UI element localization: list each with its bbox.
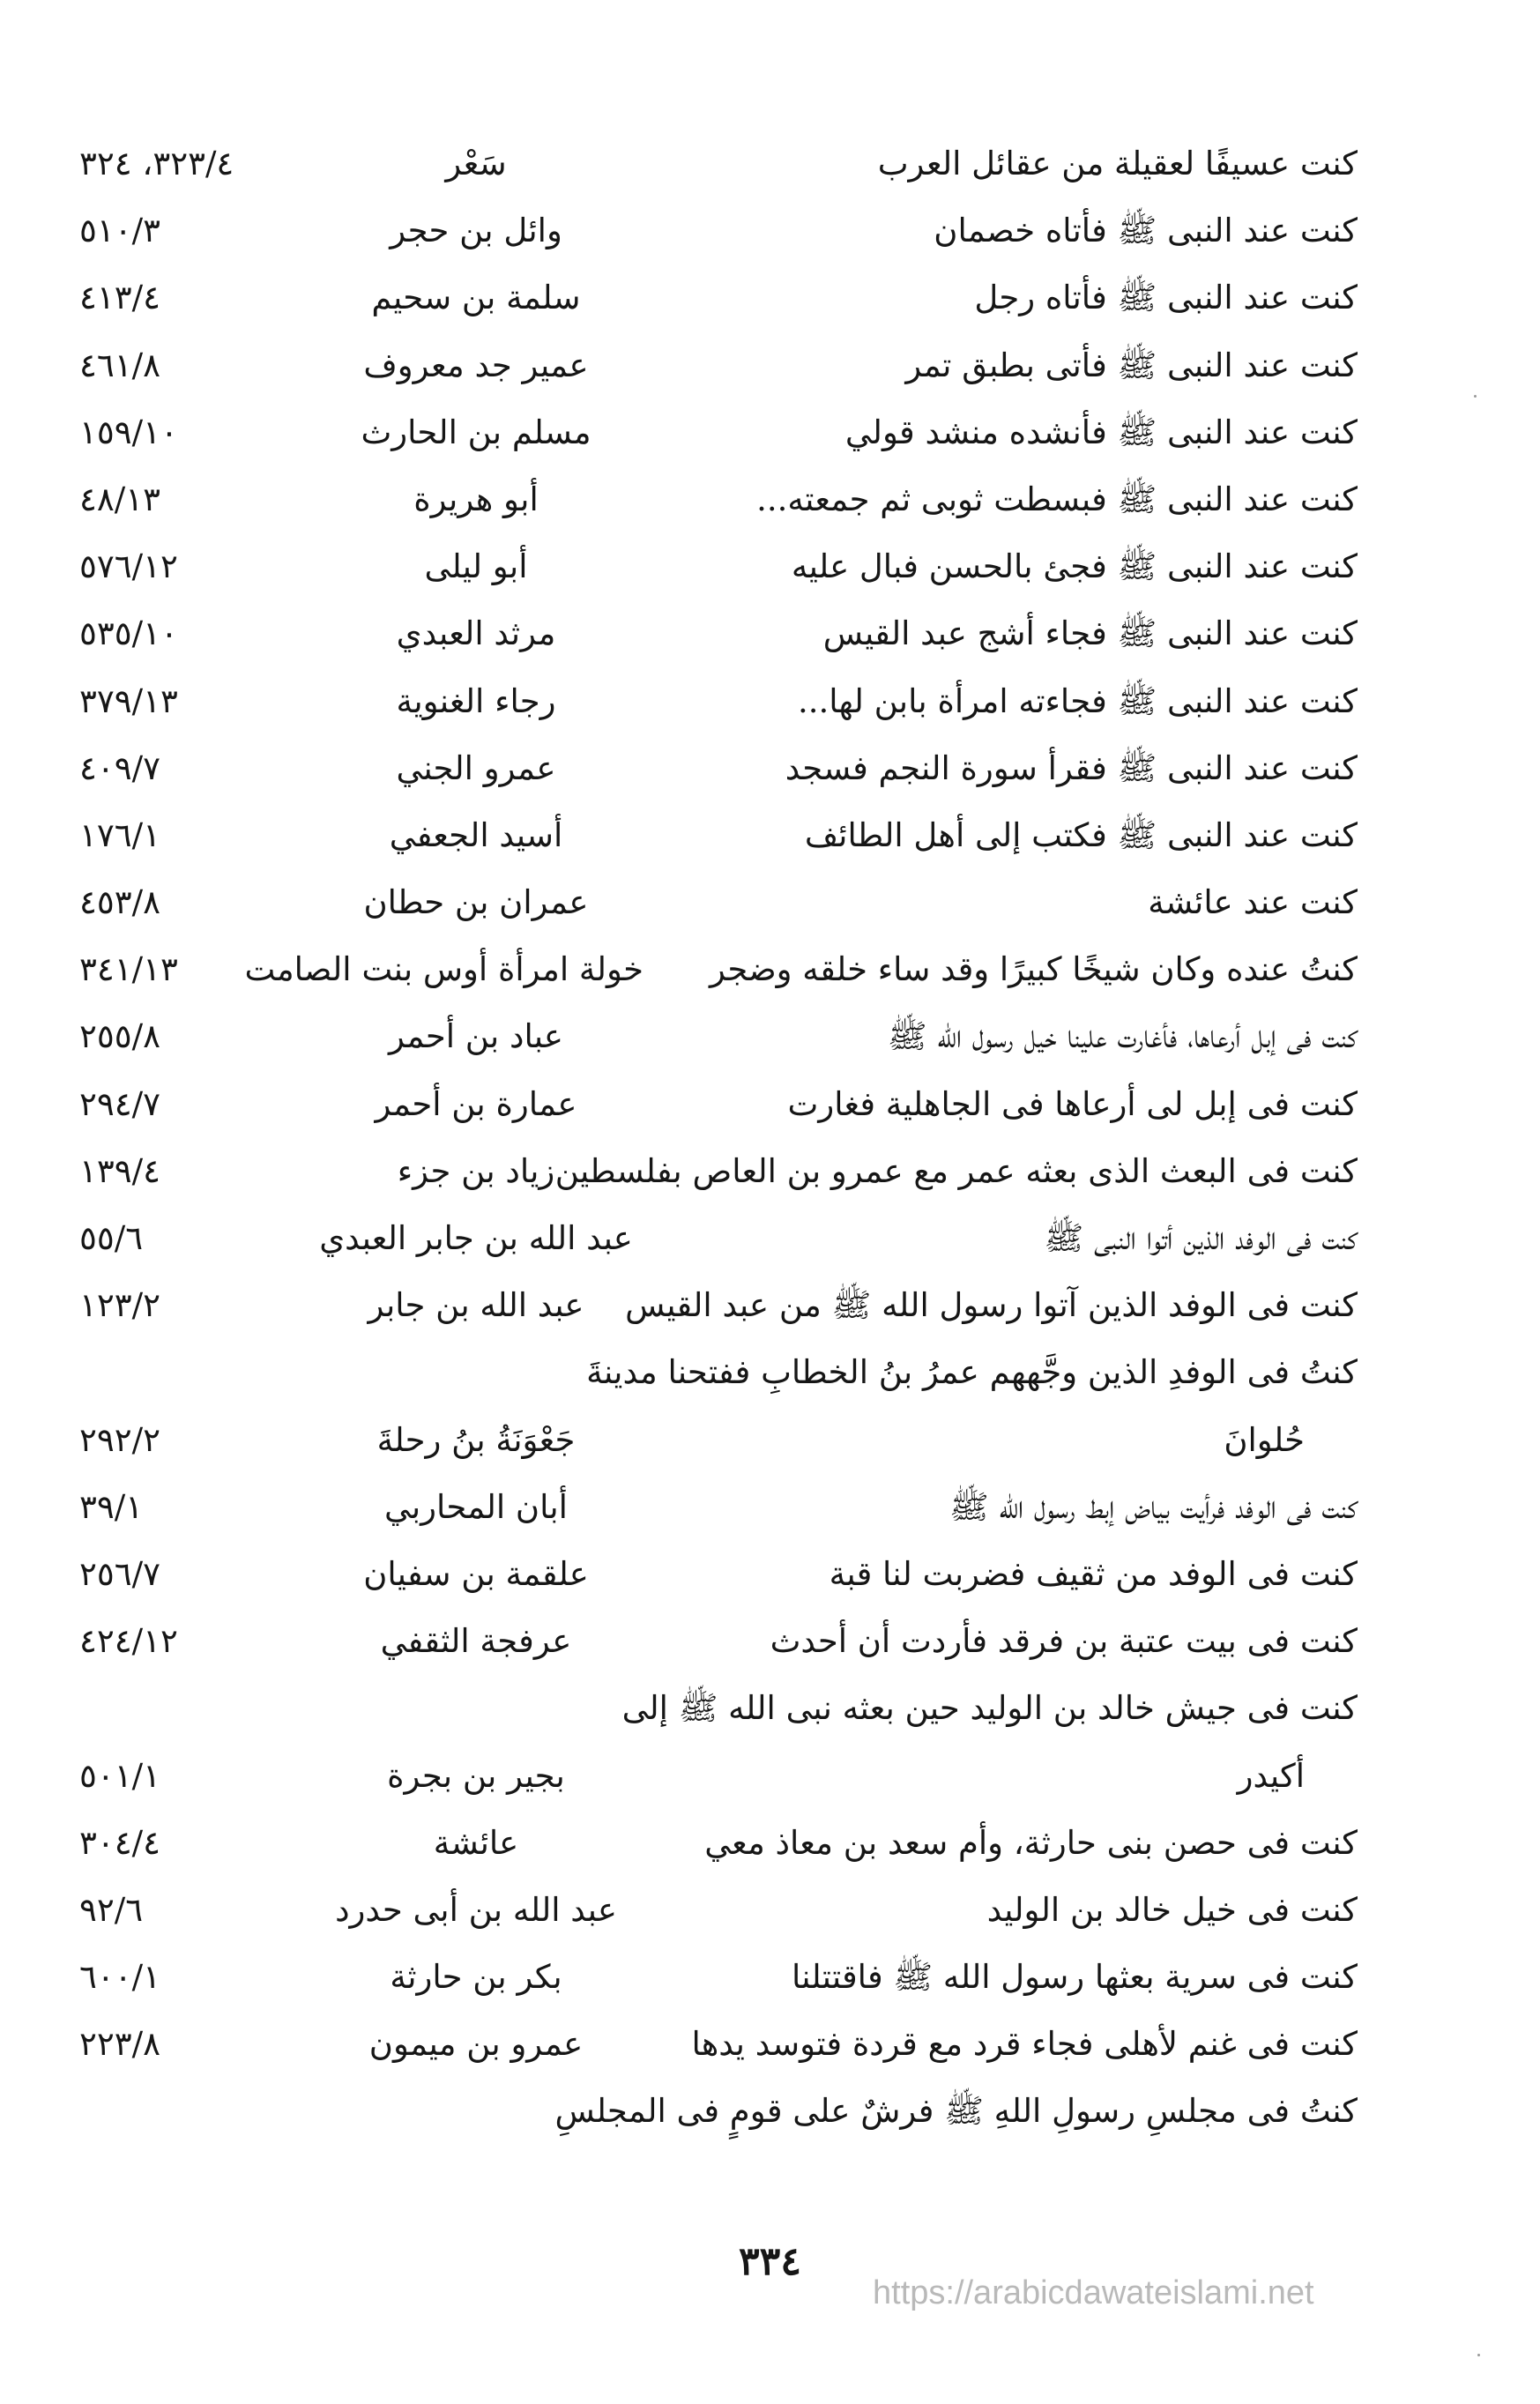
narrator-name: عمرو الجني bbox=[396, 748, 556, 787]
volume-page-reference: ٥٥/٦ bbox=[79, 1219, 144, 1257]
hadith-opening-text: كنت فى حصن بنى حارثة، وأم سعد بن معاذ معي bbox=[704, 1823, 1358, 1862]
page-number: ٣٣٤ bbox=[739, 2239, 801, 2284]
index-row bbox=[53, 1743, 1358, 1810]
hadith-index-table bbox=[53, 130, 1358, 2146]
index-row bbox=[53, 869, 1358, 936]
index-row bbox=[53, 1138, 1358, 1205]
narrator-name: عمارة بن أحمر bbox=[375, 1084, 577, 1123]
hadith-opening-text: كنت فى جيش خالد بن الوليد حين بعثه نبى الله ﷺ إلى bbox=[621, 1689, 1358, 1728]
narrator-name: أسيد الجعفي bbox=[389, 815, 563, 854]
index-row bbox=[53, 1205, 1358, 1272]
hadith-opening-text: كنت عند النبى ﷺ فأتاه خصمان bbox=[934, 212, 1358, 250]
volume-page-reference: ٣٤١/١٣ bbox=[79, 950, 178, 989]
hadith-opening-text: كنت فى إبل لى أرعاها فى الجاهلية فغارت bbox=[787, 1084, 1358, 1123]
hadith-opening-text: أكيدر bbox=[1237, 1756, 1305, 1795]
index-row bbox=[53, 1541, 1358, 1608]
index-row bbox=[53, 399, 1358, 466]
narrator-name: عبد الله بن جابر العبدي bbox=[319, 1219, 633, 1257]
narrator-name: جَعْوَنَةُ بنُ رحلةَ bbox=[376, 1420, 576, 1459]
hadith-opening-text: كنت فى إبل أرعاها، فأغارت علينا خيل رسول الله ﷺ bbox=[887, 1017, 1358, 1056]
volume-page-reference: ٣٧٩/١٣ bbox=[79, 681, 178, 720]
paper-speck bbox=[1477, 2354, 1480, 2356]
index-row bbox=[53, 1675, 1358, 1742]
volume-page-reference: ٤٦١/٨ bbox=[79, 346, 160, 384]
index-row bbox=[53, 1071, 1358, 1138]
index-row bbox=[53, 1608, 1358, 1675]
hadith-opening-text: كنتُ عنده وكان شيخًا كبيرًا وقد ساء خلقه وضجر bbox=[709, 950, 1358, 989]
narrator-name: وائل بن حجر bbox=[390, 212, 562, 250]
narrator-name: عمرو بن ميمون bbox=[368, 2025, 584, 2064]
index-row bbox=[53, 332, 1358, 399]
index-row bbox=[53, 936, 1358, 1003]
narrator-name: مرثد العبدي bbox=[396, 614, 556, 653]
narrator-name: أبو هريرة bbox=[413, 480, 539, 518]
volume-page-reference: ٢٩٤/٧ bbox=[79, 1084, 160, 1123]
volume-page-reference: ١٣٩/٤ bbox=[79, 1151, 160, 1190]
volume-page-reference: ٤١٣/٤ bbox=[79, 279, 160, 317]
index-row bbox=[53, 466, 1358, 533]
volume-page-reference: ١٧٦/١ bbox=[79, 815, 160, 854]
hadith-opening-text: كنت فى سرية بعثها رسول الله ﷺ فاقتتلنا bbox=[791, 1958, 1358, 1997]
hadith-opening-text: كنت عند النبى ﷺ فجئ بالحسن فبال عليه bbox=[791, 547, 1358, 586]
volume-page-reference: ٥٧٦/١٢ bbox=[79, 547, 178, 586]
hadith-opening-text: كنت فى الوفد الذين آتوا رسول الله ﷺ من عبد القيس bbox=[625, 1286, 1358, 1325]
hadith-opening-text: كنتُ فى الوفدِ الذين وجَّههم عمرُ بنُ الخطابِ ففتحنا مدينةَ bbox=[586, 1353, 1358, 1392]
index-row bbox=[53, 735, 1358, 802]
index-row bbox=[53, 1944, 1358, 2011]
volume-page-reference: ٣٠٤/٤ bbox=[79, 1823, 160, 1862]
narrator-name: خولة امرأة أوس بنت الصامت bbox=[244, 950, 644, 989]
volume-page-reference: ٤٠٩/٧ bbox=[79, 748, 160, 787]
narrator-name bbox=[309, 1675, 644, 1742]
narrator-name: عبد الله بن أبى حدرد bbox=[335, 1890, 617, 1929]
index-row bbox=[53, 802, 1358, 869]
paper-speck bbox=[1474, 395, 1477, 398]
hadith-opening-text: كنت عند عائشة bbox=[1148, 883, 1358, 922]
index-row bbox=[53, 2011, 1358, 2078]
narrator-name: رجاء الغنوية bbox=[396, 681, 556, 720]
hadith-opening-text: كنت فى الوفد من ثقيف فضربت لنا قبة bbox=[829, 1554, 1358, 1593]
index-row bbox=[53, 1810, 1358, 1877]
hadith-opening-text: كنت عند النبى ﷺ فجاءته امرأة بابن لها... bbox=[798, 681, 1358, 720]
volume-page-reference: ٤٥٣/٨ bbox=[79, 883, 160, 922]
narrator-name: عبد الله بن جابر bbox=[368, 1286, 584, 1325]
hadith-opening-text: كنت فى بيت عتبة بن فرقد فأردت أن أحدث bbox=[770, 1622, 1358, 1661]
narrator-name: عائشة bbox=[433, 1823, 519, 1862]
hadith-opening-text: كنت عند النبى ﷺ فبسطت ثوبى ثم جمعته... bbox=[756, 480, 1358, 518]
index-row bbox=[53, 264, 1358, 331]
volume-page-reference: ٢٢٣/٨ bbox=[79, 2025, 160, 2064]
index-row bbox=[53, 668, 1358, 735]
hadith-opening-text: كنت فى خيل خالد بن الوليد bbox=[986, 1890, 1358, 1929]
index-row bbox=[53, 1407, 1358, 1474]
index-row bbox=[53, 1339, 1358, 1406]
index-row bbox=[53, 1003, 1358, 1070]
hadith-opening-text: كنت عند النبى ﷺ فأتى بطبق تمر bbox=[905, 346, 1358, 384]
hadith-opening-text: كنت فى الوفد فرأيت بياض إبط رسول الله ﷺ bbox=[949, 1487, 1358, 1526]
volume-page-reference: ١٢٣/٢ bbox=[79, 1286, 160, 1325]
volume-page-reference: ٥٣٥/١٠ bbox=[79, 614, 178, 653]
narrator-name: عمير جد معروف bbox=[363, 346, 589, 384]
hadith-opening-text: كنت عند النبى ﷺ فقرأ سورة النجم فسجد bbox=[785, 748, 1358, 787]
volume-page-reference: ٩٢/٦ bbox=[79, 1890, 144, 1929]
hadith-opening-text: كنت عند النبى ﷺ فأنشده منشد قولي bbox=[844, 413, 1358, 451]
hadith-opening-text: كنت عند النبى ﷺ فكتب إلى أهل الطائف bbox=[804, 815, 1358, 854]
narrator-name: عباد بن أحمر bbox=[389, 1017, 563, 1056]
hadith-opening-text: كنتُ فى مجلسِ رسولِ اللهِ ﷺ فرشٌ على قومٍ فى المجلسِ bbox=[554, 2092, 1358, 2131]
narrator-name: سلمة بن سحيم bbox=[371, 279, 581, 317]
volume-page-reference: ٣٢٣/٤، ٣٢٤ bbox=[79, 145, 234, 182]
narrator-name bbox=[309, 1339, 644, 1406]
index-row bbox=[53, 197, 1358, 264]
volume-page-reference: ٦٠٠/١ bbox=[79, 1958, 160, 1997]
hadith-opening-text: كنت عسيفًا لعقيلة من عقائل العرب bbox=[877, 145, 1358, 182]
hadith-opening-text: كنت عند النبى ﷺ فأتاه رجل bbox=[974, 279, 1358, 317]
hadith-opening-text: كنت فى غنم لأهلى فجاء قرد مع قردة فتوسد يدها bbox=[691, 2025, 1358, 2064]
volume-page-reference: ٢٥٥/٨ bbox=[79, 1017, 160, 1056]
volume-page-reference bbox=[79, 1339, 256, 1406]
index-row bbox=[53, 1272, 1358, 1339]
volume-page-reference: ٣٩/١ bbox=[79, 1487, 144, 1526]
narrator-name: مسلم بن الحارث bbox=[361, 413, 591, 451]
watermark-url: https://arabicdawateislami.net bbox=[873, 2274, 1314, 2311]
volume-page-reference: ٤٨/١٣ bbox=[79, 480, 160, 518]
hadith-opening-text: كنت فى البعث الذى بعثه عمر مع عمرو بن العاص بفلسطين bbox=[554, 1151, 1358, 1190]
narrator-name: سَعْر bbox=[445, 145, 507, 182]
index-row bbox=[53, 1877, 1358, 1944]
volume-page-reference: ٢٩٢/٢ bbox=[79, 1420, 160, 1459]
hadith-opening-text: حُلوانَ bbox=[1224, 1420, 1305, 1459]
index-row bbox=[53, 600, 1358, 667]
index-row bbox=[53, 2078, 1358, 2145]
hadith-opening-text: كنت فى الوفد الذين أتوا النبى ﷺ bbox=[1044, 1219, 1358, 1257]
volume-page-reference bbox=[79, 2078, 256, 2145]
volume-page-reference: ٢٥٦/٧ bbox=[79, 1554, 160, 1593]
volume-page-reference: ٤٢٤/١٢ bbox=[79, 1622, 178, 1661]
volume-page-reference: ١٥٩/١٠ bbox=[79, 413, 178, 451]
index-row bbox=[53, 533, 1358, 600]
narrator-name: زياد بن جزء bbox=[397, 1151, 555, 1190]
index-row bbox=[53, 130, 1358, 197]
narrator-name: عرفجة الثقفي bbox=[380, 1622, 572, 1661]
index-row bbox=[53, 1474, 1358, 1541]
narrator-name: بكر بن حارثة bbox=[390, 1958, 562, 1997]
narrator-name: عمران بن حطان bbox=[363, 883, 589, 922]
narrator-name: أبو ليلى bbox=[424, 547, 528, 586]
volume-page-reference: ٥١٠/٣ bbox=[79, 212, 160, 250]
hadith-opening-text: كنت عند النبى ﷺ فجاء أشج عبد القيس bbox=[822, 614, 1358, 653]
narrator-name: أبان المحاربي bbox=[384, 1487, 568, 1526]
narrator-name bbox=[309, 2078, 644, 2145]
volume-page-reference: ٥٠١/١ bbox=[79, 1756, 160, 1795]
narrator-name: بجير بن بجرة bbox=[387, 1756, 565, 1795]
volume-page-reference bbox=[79, 1675, 256, 1742]
narrator-name: علقمة بن سفيان bbox=[363, 1554, 589, 1593]
